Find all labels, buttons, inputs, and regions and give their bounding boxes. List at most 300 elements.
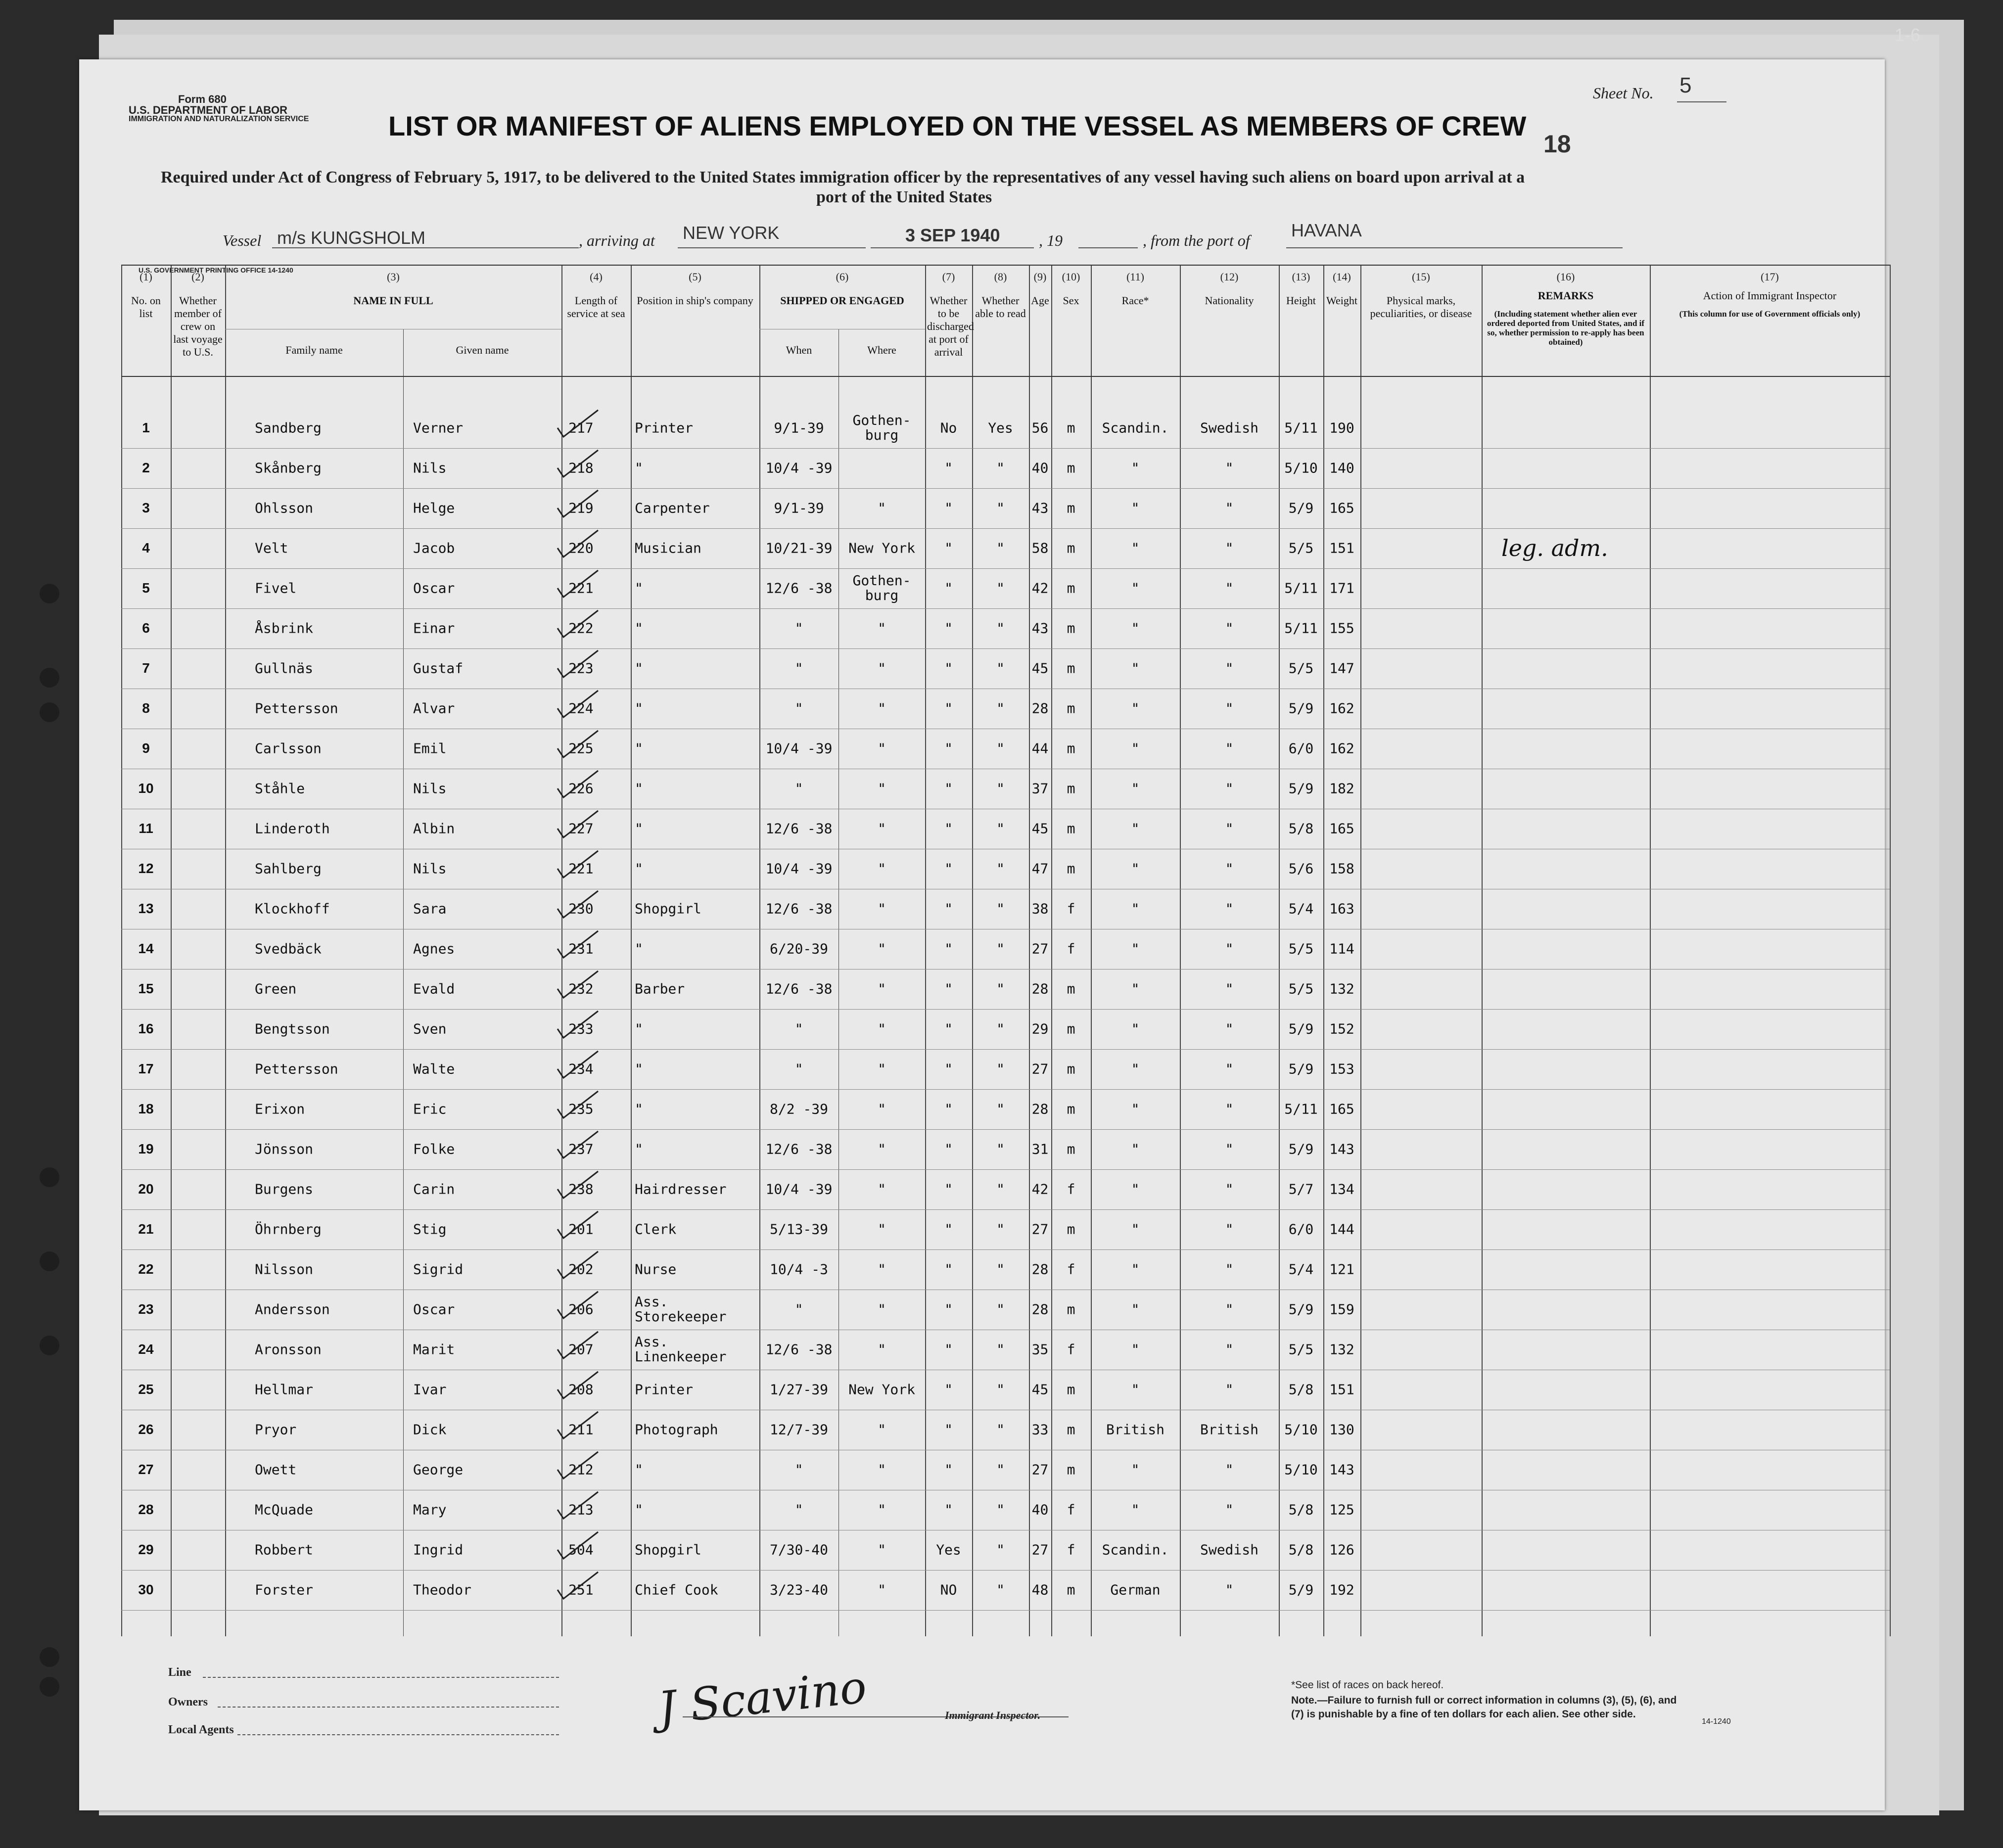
cell-height: 5/9 — [1288, 1581, 1314, 1598]
cell-weight: 151 — [1329, 1381, 1354, 1398]
cell-race: " — [1131, 1020, 1140, 1037]
cell-discharged: " — [944, 1221, 953, 1238]
cell-discharged: " — [944, 1061, 953, 1077]
cell-sex: m — [1067, 1020, 1075, 1037]
cell-nationality: " — [1225, 580, 1234, 597]
cell-when: " — [794, 1501, 803, 1518]
cell-sex: m — [1067, 700, 1075, 717]
cell-height: 5/5 — [1288, 1341, 1314, 1358]
cell-family: Velt — [255, 540, 288, 556]
cell-where: " — [878, 860, 886, 877]
cell-age: 56 — [1031, 419, 1049, 436]
cell-where: " — [878, 820, 886, 837]
cell-when: 7/30-40 — [769, 1541, 828, 1558]
column-rule — [631, 265, 632, 1636]
column-header: No. on list — [131, 294, 161, 320]
cell-family: Gullnäs — [255, 660, 314, 677]
cell-sex: m — [1067, 419, 1075, 436]
cell-race: " — [1131, 1461, 1140, 1478]
cell-family: McQuade — [255, 1501, 314, 1518]
cell-discharged: " — [944, 940, 953, 957]
cell-family: Andersson — [255, 1301, 330, 1318]
cell-sex: m — [1067, 1221, 1075, 1238]
cell-family: Linderoth — [255, 820, 330, 837]
cell-height: 5/8 — [1288, 1501, 1314, 1518]
column-header: REMARKS — [1537, 289, 1594, 302]
cell-nationality: Swedish — [1200, 419, 1258, 436]
row-rule — [121, 1129, 1890, 1130]
cell-discharged: " — [944, 740, 953, 757]
cell-weight: 171 — [1329, 580, 1354, 597]
cell-age: 33 — [1031, 1421, 1049, 1438]
check-mark-icon — [556, 929, 600, 961]
cell-weight: 121 — [1329, 1261, 1354, 1278]
cell-weight: 165 — [1329, 500, 1354, 516]
cell-read: " — [996, 1461, 1005, 1478]
cell-family: Owett — [255, 1461, 297, 1478]
cell-weight: 155 — [1329, 620, 1354, 637]
cell-read: " — [996, 580, 1005, 597]
cell-weight: 130 — [1329, 1421, 1354, 1438]
cell-no: 16 — [138, 1021, 154, 1036]
cell-nationality: " — [1225, 1181, 1234, 1198]
cell-height: 5/5 — [1288, 660, 1314, 677]
cell-read: " — [996, 460, 1005, 476]
binder-hole — [40, 1251, 59, 1271]
cell-where: " — [878, 1581, 886, 1598]
row-rule — [121, 1209, 1890, 1210]
cell-race: " — [1131, 460, 1140, 476]
cell-service: 251 — [568, 1581, 594, 1598]
cell-remarks: leg. adm. — [1501, 535, 1608, 561]
cell-service: 201 — [568, 1221, 594, 1238]
inspector-signature: J Scavino — [655, 1661, 869, 1735]
column-subheader: Family name — [285, 344, 343, 356]
cell-given: Nils — [413, 460, 447, 476]
cell-service: 219 — [568, 500, 594, 516]
cell-service: 224 — [568, 700, 594, 717]
cell-sex: m — [1067, 1141, 1075, 1157]
cell-discharged: " — [944, 1261, 953, 1278]
cell-discharged: " — [944, 1341, 953, 1358]
stamp-number: 18 — [1543, 130, 1571, 158]
cell-nationality: " — [1225, 1061, 1234, 1077]
cell-sex: m — [1067, 780, 1075, 797]
cell-nationality: " — [1225, 1501, 1234, 1518]
cell-nationality: " — [1225, 1461, 1234, 1478]
cell-service: 202 — [568, 1261, 594, 1278]
column-note: (This column for use of Government officials only) — [1679, 309, 1861, 319]
cell-where: " — [878, 1541, 886, 1558]
cell-no: 23 — [138, 1301, 154, 1317]
cell-discharged: " — [944, 1101, 953, 1117]
cell-no: 29 — [138, 1542, 154, 1557]
cell-when: 9/1-39 — [774, 419, 824, 436]
column-number: (3) — [387, 271, 400, 283]
print-code: 14-1240 — [1702, 1717, 1731, 1726]
cell-sex: f — [1067, 1261, 1075, 1278]
check-mark-icon — [556, 889, 600, 921]
cell-where: New York — [848, 1381, 915, 1398]
column-header: Length of service at sea — [567, 294, 625, 320]
cell-no: 11 — [139, 821, 153, 836]
check-mark-icon — [556, 568, 600, 600]
cell-discharged: " — [944, 1381, 953, 1398]
column-note: (Including statement whether alien ever ordered deported from United States, and if so, whether permission to re-apply has been obtained) — [1487, 309, 1645, 347]
cell-read: Yes — [988, 419, 1013, 436]
cell-family: Nilsson — [255, 1261, 314, 1278]
cell-read: " — [996, 1061, 1005, 1077]
check-mark-icon — [556, 528, 600, 560]
cell-when: 12/7-39 — [769, 1421, 828, 1438]
column-number: (10) — [1062, 271, 1080, 283]
cell-given: Helge — [413, 500, 455, 516]
cell-given: Nils — [413, 860, 447, 877]
cell-height: 5/8 — [1288, 1541, 1314, 1558]
column-subheader: Where — [867, 344, 896, 356]
column-rule — [1482, 265, 1483, 1636]
cell-read: " — [996, 700, 1005, 717]
cell-height: 5/5 — [1288, 980, 1314, 997]
cell-where: " — [878, 500, 886, 516]
column-header: Age — [1031, 294, 1049, 307]
cell-family: Aronsson — [255, 1341, 322, 1358]
cell-where: New York — [848, 540, 915, 556]
cell-read: " — [996, 1541, 1005, 1558]
column-number: (6) — [836, 271, 849, 283]
cell-when: 10/4 -39 — [765, 740, 833, 757]
cell-given: Dick — [413, 1421, 447, 1438]
service-name: IMMIGRATION AND NATURALIZATION SERVICE — [129, 115, 309, 123]
cell-sex: f — [1067, 1341, 1075, 1358]
column-number: (15) — [1412, 271, 1430, 283]
cell-height: 6/0 — [1288, 740, 1314, 757]
cell-no: 2 — [142, 460, 150, 475]
cell-weight: 144 — [1329, 1221, 1354, 1238]
cell-no: 13 — [138, 901, 154, 916]
cell-weight: 182 — [1329, 780, 1354, 797]
row-rule — [121, 1009, 1890, 1010]
cell-height: 5/7 — [1288, 1181, 1314, 1198]
cell-when: 6/20-39 — [769, 940, 828, 957]
cell-sex: m — [1067, 860, 1075, 877]
cell-nationality: British — [1200, 1421, 1258, 1438]
cell-read: " — [996, 780, 1005, 797]
cell-position: " — [635, 820, 643, 837]
cell-service: 212 — [568, 1461, 594, 1478]
cell-weight: 132 — [1329, 1341, 1354, 1358]
cell-service: 222 — [568, 620, 594, 637]
cell-discharged: " — [944, 820, 953, 837]
column-rule — [1890, 265, 1891, 1636]
cell-read: " — [996, 540, 1005, 556]
cell-service: 223 — [568, 660, 594, 677]
cell-service: 238 — [568, 1181, 594, 1198]
cell-race: " — [1131, 660, 1140, 677]
cell-age: 28 — [1031, 700, 1049, 717]
cell-sex: f — [1067, 940, 1075, 957]
cell-nationality: " — [1225, 660, 1234, 677]
cell-service: 226 — [568, 780, 594, 797]
cell-no: 30 — [138, 1582, 154, 1597]
cell-position: Nurse — [635, 1261, 677, 1278]
cell-no: 20 — [138, 1181, 154, 1197]
cell-weight: 162 — [1329, 740, 1354, 757]
cell-discharged: " — [944, 900, 953, 917]
row-rule — [121, 1169, 1890, 1170]
check-mark-icon — [556, 1330, 600, 1361]
cell-read: " — [996, 1020, 1005, 1037]
cell-sex: m — [1067, 500, 1075, 516]
cell-no: 15 — [138, 981, 154, 996]
cell-position: Carpenter — [635, 500, 710, 516]
column-number: (17) — [1761, 271, 1779, 283]
cell-given: Ingrid — [413, 1541, 464, 1558]
column-number: (13) — [1292, 271, 1310, 283]
sheet-number: 5 — [1679, 73, 1692, 97]
cell-height: 5/8 — [1288, 820, 1314, 837]
cell-position: Musician — [635, 540, 701, 556]
cell-when: " — [794, 1301, 803, 1318]
cell-service: 504 — [568, 1541, 594, 1558]
cell-family: Sahlberg — [255, 860, 322, 877]
column-header: Physical marks, peculiarities, or disease — [1370, 294, 1472, 320]
cell-given: Ivar — [413, 1381, 447, 1398]
cell-nationality: " — [1225, 1581, 1234, 1598]
cell-service: 230 — [568, 900, 594, 917]
cell-where: " — [878, 660, 886, 677]
binder-hole — [40, 1167, 59, 1187]
cell-sex: m — [1067, 580, 1075, 597]
cell-weight: 158 — [1329, 860, 1354, 877]
cell-race: " — [1131, 1501, 1140, 1518]
cell-race: " — [1131, 1061, 1140, 1077]
cell-where: " — [878, 1141, 886, 1157]
cell-race: " — [1131, 860, 1140, 877]
cell-family: Jönsson — [255, 1141, 314, 1157]
column-number: (9) — [1033, 271, 1047, 283]
cell-when: 12/6 -38 — [765, 980, 833, 997]
column-number: (14) — [1333, 271, 1351, 283]
subtitle-line2: port of the United States — [816, 188, 992, 206]
column-number: (2) — [191, 271, 204, 283]
cell-race: German — [1110, 1581, 1161, 1598]
cell-age: 35 — [1031, 1341, 1049, 1358]
cell-position: " — [635, 1101, 643, 1117]
column-number: (4) — [590, 271, 603, 283]
cell-age: 47 — [1031, 860, 1049, 877]
cell-age: 58 — [1031, 540, 1049, 556]
cell-read: " — [996, 860, 1005, 877]
cell-no: 21 — [138, 1221, 154, 1237]
subtitle-line1: Required under Act of Congress of February 5, 1917, to be delivered to the United States immigration officer by the representatives of any vessel having such aliens on board upon arrival at a — [161, 168, 1525, 186]
cell-position: " — [635, 1501, 643, 1518]
cell-when: 10/4 -39 — [765, 860, 833, 877]
cell-race: " — [1131, 740, 1140, 757]
cell-weight: 147 — [1329, 660, 1354, 677]
cell-race: " — [1131, 1181, 1140, 1198]
cell-service: 235 — [568, 1101, 594, 1117]
cell-given: Alvar — [413, 700, 455, 717]
cell-no: 27 — [138, 1462, 154, 1477]
cell-race: " — [1131, 940, 1140, 957]
cell-no: 10 — [138, 781, 154, 796]
cell-weight: 151 — [1329, 540, 1354, 556]
cell-nationality: " — [1225, 740, 1234, 757]
cell-nationality: " — [1225, 860, 1234, 877]
cell-given: Albin — [413, 820, 455, 837]
cell-where: " — [878, 1101, 886, 1117]
column-header: Sex — [1063, 294, 1079, 307]
cell-position: " — [635, 660, 643, 677]
cell-weight: 126 — [1329, 1541, 1354, 1558]
column-number: (7) — [942, 271, 955, 283]
cell-where: " — [878, 1421, 886, 1438]
cell-family: Sandberg — [255, 419, 322, 436]
cell-nationality: " — [1225, 1341, 1234, 1358]
cell-height: 5/9 — [1288, 1141, 1314, 1157]
cell-given: Marit — [413, 1341, 455, 1358]
check-mark-icon — [556, 809, 600, 840]
cell-race: " — [1131, 900, 1140, 917]
cell-nationality: " — [1225, 1301, 1234, 1318]
cell-height: 5/9 — [1288, 1301, 1314, 1318]
cell-age: 28 — [1031, 1301, 1049, 1318]
cell-position: " — [635, 620, 643, 637]
cell-height: 5/5 — [1288, 940, 1314, 957]
cell-age: 42 — [1031, 1181, 1049, 1198]
cell-where: " — [878, 1341, 886, 1358]
column-header: Height — [1286, 294, 1316, 307]
cell-discharged: " — [944, 980, 953, 997]
cell-race: Scandin. — [1102, 1541, 1169, 1558]
column-number: (16) — [1556, 271, 1575, 283]
column-rule — [1360, 265, 1361, 1636]
from-port-label: , from the port of — [1143, 231, 1250, 249]
cell-when: 12/6 -38 — [765, 580, 833, 597]
year-label: , 19 — [1039, 231, 1063, 249]
cell-nationality: " — [1225, 900, 1234, 917]
cell-no: 9 — [142, 740, 150, 756]
check-mark-icon — [556, 1169, 600, 1201]
cell-family: Bengtsson — [255, 1020, 330, 1037]
cell-when: 9/1-39 — [774, 500, 824, 516]
row-rule — [121, 1049, 1890, 1050]
column-header: Nationality — [1205, 294, 1254, 307]
cell-discharged: " — [944, 1141, 953, 1157]
row-rule — [121, 528, 1890, 529]
check-mark-icon — [556, 849, 600, 880]
arriving-label: , arriving at — [579, 231, 655, 249]
cell-age: 45 — [1031, 1381, 1049, 1398]
cell-sex: f — [1067, 1181, 1075, 1198]
cell-sex: m — [1067, 660, 1075, 677]
column-header: Position in ship's company — [637, 294, 753, 307]
cell-discharged: " — [944, 1461, 953, 1478]
cell-service: 206 — [568, 1301, 594, 1318]
cell-sex: f — [1067, 1541, 1075, 1558]
cell-sex: m — [1067, 1581, 1075, 1598]
cell-sex: m — [1067, 1421, 1075, 1438]
cell-height: 5/4 — [1288, 900, 1314, 917]
cell-race: " — [1131, 540, 1140, 556]
cell-service: 213 — [568, 1501, 594, 1518]
cell-service: 218 — [568, 460, 594, 476]
cell-when: 5/13-39 — [769, 1221, 828, 1238]
cell-height: 5/11 — [1284, 620, 1318, 637]
cell-family: Pettersson — [255, 700, 338, 717]
column-header: Whether member of crew on last voyage to U.S. — [173, 294, 223, 358]
cell-position: Printer — [635, 419, 694, 436]
cell-weight: 159 — [1329, 1301, 1354, 1318]
cell-sex: m — [1067, 740, 1075, 757]
column-header: NAME IN FULL — [353, 294, 433, 307]
cell-position: Hairdresser — [635, 1181, 727, 1198]
cell-sex: m — [1067, 1461, 1075, 1478]
cell-service: 220 — [568, 540, 594, 556]
cell-family: Pryor — [255, 1421, 297, 1438]
column-header: Weight — [1326, 294, 1357, 307]
check-mark-icon — [556, 1089, 600, 1121]
cell-age: 27 — [1031, 940, 1049, 957]
cell-no: 12 — [138, 861, 154, 876]
fine-note: Note.—Failure to furnish full or correct information in columns (3), (5), (6), and (7) is punishable by a fine of ten dollars for each alien. See other side. — [1291, 1695, 1677, 1720]
cell-nationality: " — [1225, 700, 1234, 717]
row-rule — [121, 1570, 1890, 1571]
cell-height: 5/9 — [1288, 780, 1314, 797]
cell-sex: m — [1067, 1101, 1075, 1117]
cell-age: 40 — [1031, 460, 1049, 476]
cell-age: 28 — [1031, 980, 1049, 997]
cell-height: 5/10 — [1284, 460, 1318, 476]
cell-position: " — [635, 1141, 643, 1157]
cell-sex: m — [1067, 980, 1075, 997]
inspector-label: Immigrant Inspector. — [945, 1709, 1041, 1721]
cell-discharged: " — [944, 1301, 953, 1318]
cell-where: " — [878, 900, 886, 917]
cell-sex: m — [1067, 620, 1075, 637]
column-header: Action of Immigrant Inspector — [1703, 289, 1837, 302]
cell-when: " — [794, 700, 803, 717]
check-mark-icon — [556, 408, 600, 440]
cell-nationality: " — [1225, 1381, 1234, 1398]
owners-label: Owners — [168, 1696, 208, 1709]
cell-position: " — [635, 1061, 643, 1077]
column-subheader: When — [786, 344, 812, 356]
cell-when: " — [794, 660, 803, 677]
row-rule — [121, 608, 1890, 609]
race-note: *See list of races on back hereof. — [1291, 1679, 1444, 1691]
cell-when: 10/4 -39 — [765, 460, 833, 476]
cell-age: 40 — [1031, 1501, 1049, 1518]
cell-age: 27 — [1031, 1541, 1049, 1558]
cell-nationality: " — [1225, 1221, 1234, 1238]
cell-race: " — [1131, 500, 1140, 516]
cell-when: 8/2 -39 — [769, 1101, 828, 1117]
cell-where: " — [878, 700, 886, 717]
cell-service: 207 — [568, 1341, 594, 1358]
cell-no: 7 — [142, 660, 150, 676]
row-rule — [121, 1249, 1890, 1250]
check-mark-icon — [556, 1530, 600, 1562]
arrival-port: NEW YORK — [683, 223, 780, 243]
cell-height: 6/0 — [1288, 1221, 1314, 1238]
cell-family: Hellmar — [255, 1381, 314, 1398]
cell-read: " — [996, 660, 1005, 677]
cell-when: 1/27-39 — [769, 1381, 828, 1398]
cell-given: Jacob — [413, 540, 455, 556]
cell-nationality: " — [1225, 620, 1234, 637]
